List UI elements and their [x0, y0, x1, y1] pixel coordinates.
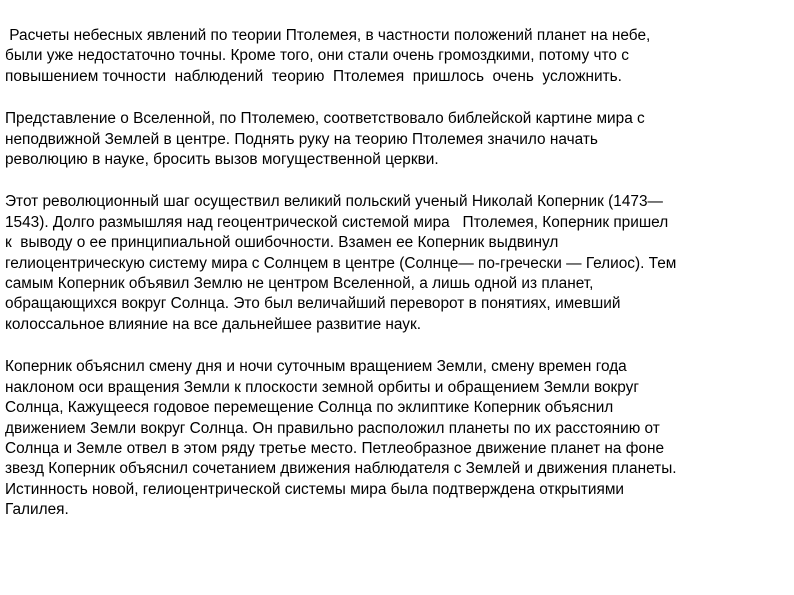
text-body: [5, 26, 793, 521]
paragraph-ptolemy-accuracy: [5, 26, 793, 87]
text-line: обращающихся вокруг Солнца. Это был величайший переворот в понятиях, имевший: [5, 295, 621, 313]
text-line: Коперник объяснил смену дня и ночи суточным вращением Земли, смену времен года: [5, 358, 627, 376]
text-line: повышением точности наблюдений теорию Птолемея пришлось очень усложнить.: [5, 67, 622, 85]
text-line: 1543). Долго размышляя над геоцентрической системой мира Птолемея, Коперник пришел: [5, 213, 669, 231]
text-line: Солнца, Кажущееся годовое перемещение Солнца по эклиптике Коперник объяснил: [5, 399, 614, 417]
text-line: колоссальное влияние на все дальнейшее развитие наук.: [5, 315, 422, 333]
text-line: Истинность новой, гелиоцентрической системы мира была подтверждена открытиями: [5, 480, 625, 498]
text-line: движением Земли вокруг Солнца. Он правильно расположил планеты по их расстоянию от: [5, 419, 660, 437]
text-line: звезд Коперник объяснил сочетанием движения наблюдателя с Землей и движения планеты.: [5, 460, 677, 478]
text-line: гелиоцентрическую систему мира с Солнцем в центре (Солнце— по-гречески — Гелиос). Тем: [5, 254, 677, 272]
paragraph-ptolemy-universe: [5, 109, 793, 170]
text-line: Этот революционный шаг осуществил великий польский ученый Николай Коперник (1473—: [5, 193, 663, 211]
text-line: к выводу о ее принципиальной ошибочности. Взамен ее Коперник выдвинул: [5, 234, 559, 252]
text-line: революцию в науке, бросить вызов могущественной церкви.: [5, 151, 439, 169]
text-line: Солнца и Земле отвел в этом ряду третье место. Петлеобразное движение планет на фоне: [5, 439, 665, 457]
text-line: наклоном оси вращения Земли к плоскости земной орбиты и обращением Земли вокруг: [5, 378, 639, 396]
text-line: Галилея.: [5, 501, 69, 519]
paragraph-copernicus-explanation: [5, 357, 793, 520]
text-line: Представление о Вселенной, по Птолемею, соответствовало библейской картине мира с: [5, 110, 645, 128]
text-line: были уже недостаточно точны. Кроме того, они стали очень громоздкими, потому что с: [5, 47, 629, 65]
text-line: неподвижной Землей в центре. Поднять руку на теорию Птолемея значило начать: [5, 130, 598, 148]
text-line: самым Коперник объявил Землю не центром Вселенной, а лишь одной из планет,: [5, 275, 594, 293]
text-line: Расчеты небесных явлений по теории Птолемея, в частности положений планет на небе,: [5, 27, 651, 44]
paragraph-copernicus-system: [5, 192, 793, 335]
